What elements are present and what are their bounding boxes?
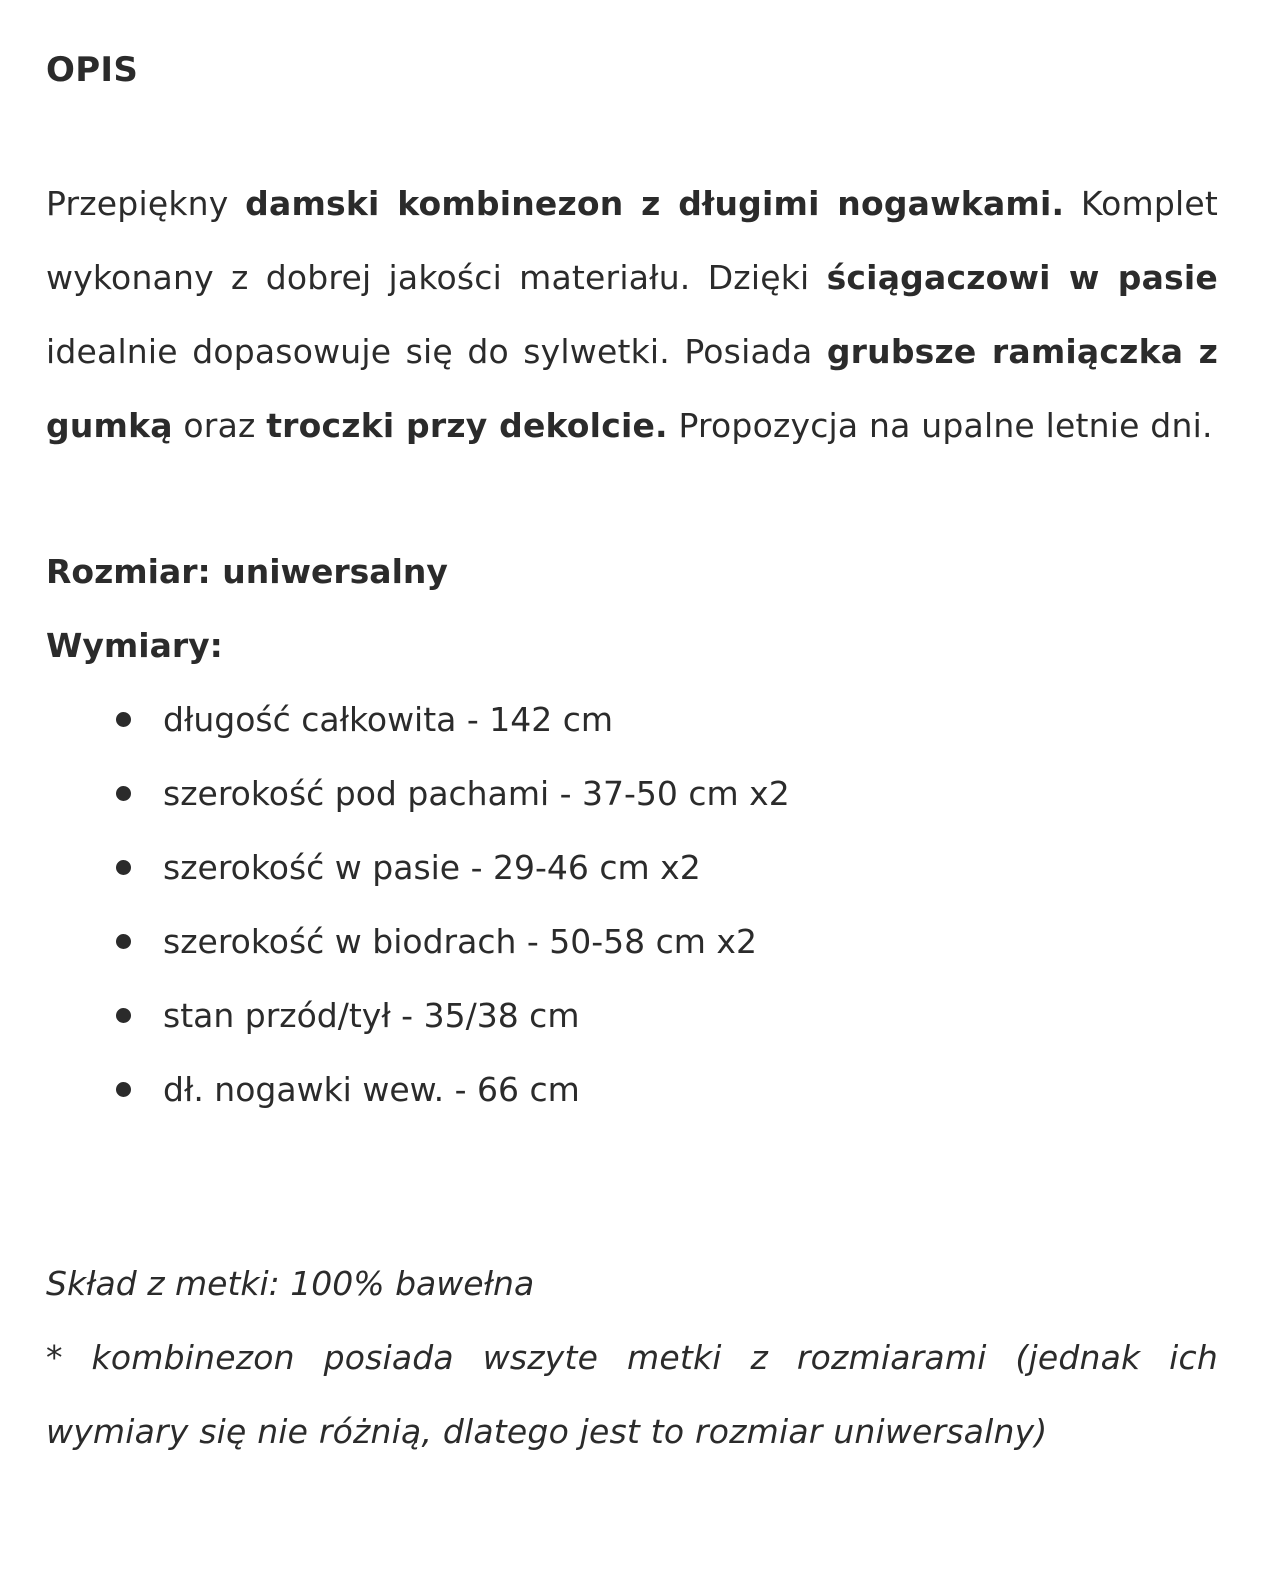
list-item bbox=[46, 831, 1218, 905]
list-item bbox=[46, 979, 1218, 1053]
description-text-1: Przepiękny bbox=[46, 184, 246, 223]
description-text-3: idealnie dopasowuje się do sylwetki. Posiada bbox=[46, 332, 827, 371]
bullet-icon bbox=[116, 1082, 131, 1097]
dimension-text: stan przód/tył - 35/38 cm bbox=[163, 996, 580, 1035]
description-bold-4: troczki przy dekolcie. bbox=[266, 406, 668, 445]
dimension-text: szerokość w pasie - 29-46 cm x2 bbox=[163, 848, 701, 887]
list-item bbox=[46, 683, 1218, 757]
dimensions-label: Wymiary: bbox=[46, 626, 223, 665]
description-text-5: Propozycja na upalne letnie dni. bbox=[667, 406, 1213, 445]
sizing-note: * kombinezon posiada wszyte metki z rozmiarami (jednak ich wymiary się nie różnią, dlatego jest to rozmiar uniwersalny) bbox=[46, 1338, 1218, 1451]
list-item bbox=[46, 905, 1218, 979]
dimension-text: długość całkowita - 142 cm bbox=[163, 700, 614, 739]
dimensions-list bbox=[46, 683, 1218, 1127]
bullet-icon bbox=[116, 712, 131, 727]
list-item bbox=[46, 757, 1218, 831]
description-bold-1: damski kombinezon z długimi nogawkami. bbox=[245, 184, 1065, 223]
dimension-text: szerokość w biodrach - 50-58 cm x2 bbox=[163, 922, 757, 961]
dimension-text: szerokość pod pachami - 37-50 cm x2 bbox=[163, 774, 790, 813]
bullet-icon bbox=[116, 860, 131, 875]
bullet-icon bbox=[116, 934, 131, 949]
description-bold-3: grubsze ramiączka z gumką bbox=[46, 332, 1218, 445]
section-title: OPIS bbox=[46, 50, 139, 90]
composition-text: Skład z metki: 100% bawełna bbox=[46, 1264, 535, 1303]
dimension-text: dł. nogawki wew. - 66 cm bbox=[163, 1070, 580, 1109]
bullet-icon bbox=[116, 1008, 131, 1023]
description-text-2: Komplet wykonany z dobrej jakości materiału. Dzięki bbox=[46, 184, 1218, 297]
list-item bbox=[46, 1053, 1218, 1127]
bullet-icon bbox=[116, 786, 131, 801]
size-line: Rozmiar: uniwersalny bbox=[46, 552, 448, 591]
description-bold-2: ściągaczowi w pasie bbox=[826, 258, 1218, 297]
description-text-4: oraz bbox=[172, 406, 267, 445]
description-paragraph bbox=[46, 167, 1218, 463]
